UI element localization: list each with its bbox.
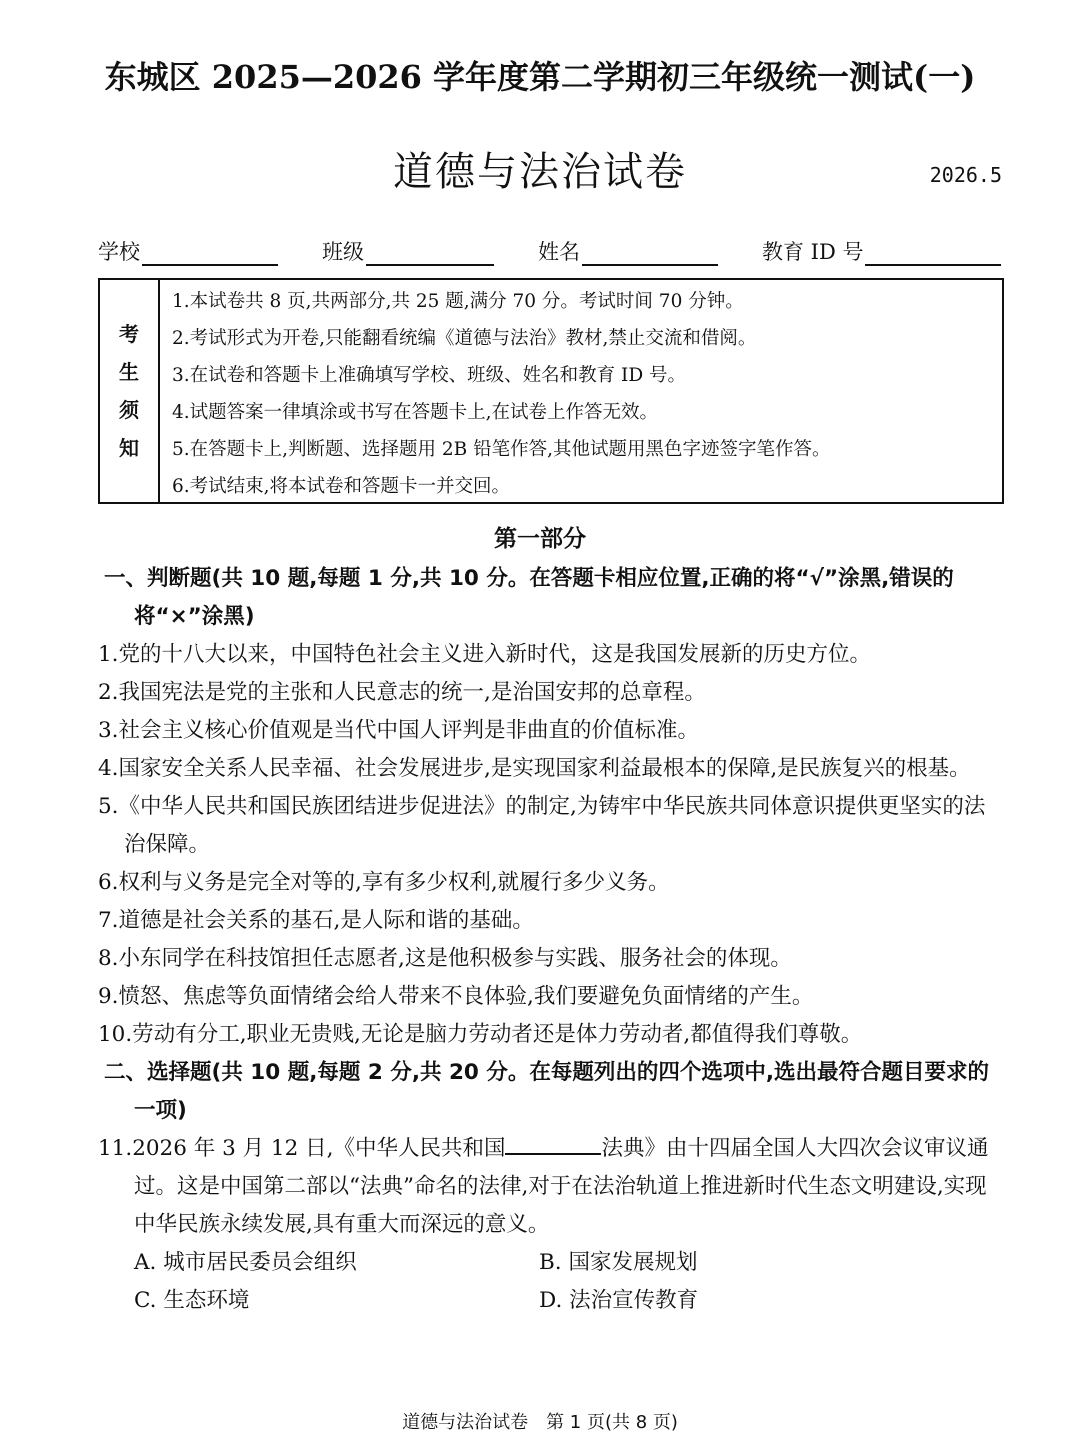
student-info-line [98, 236, 1004, 266]
subject-title: 道德与法治试卷 [393, 149, 687, 195]
judgement-question: 4.国家安全关系人民幸福、社会发展进步,是实现国家利益最根本的保障,是民族复兴的根基。 [98, 756, 971, 781]
section-two-title: 二、选择题(共 10 题,每题 2 分,共 20 分。在每题列出的四个选项中,选出最符合题目要求的一项) [104, 1060, 990, 1123]
section-one-title: 一、判断题(共 10 题,每题 1 分,共 10 分。在答题卡相应位置,正确的将“√”涂黑,错误的将“×”涂黑) [104, 566, 954, 629]
notice-item: 4.试题答案一律填涂或书写在答题卡上,在试卷上作答无效。 [172, 402, 659, 423]
notice-side-label [100, 280, 160, 502]
choice-question-11 [98, 1130, 1004, 1244]
q11-answer-blank [505, 1131, 601, 1155]
school-blank[interactable] [142, 240, 278, 266]
edu-id-label: 教育 ID 号 [762, 240, 864, 264]
judgement-question: 1.党的十八大以来，中国特色社会主义进入新时代，这是我国发展新的历史方位。 [98, 642, 872, 667]
judgement-question: 5.《中华人民共和国民族团结进步促进法》的制定,为铸牢中华民族共同体意识提供更坚实的法治保障。 [98, 794, 986, 857]
notice-item: 6.考试结束,将本试卷和答题卡一并交回。 [172, 476, 511, 497]
judgement-question: 9.愤怒、焦虑等负面情绪会给人带来不良体验,我们要避免负面情绪的产生。 [98, 984, 814, 1009]
school-label: 学校 [98, 240, 140, 264]
edu-id-blank[interactable] [865, 240, 1001, 266]
notice-side-char: 考 [119, 322, 139, 346]
exam-title: 东城区 2025—2026 学年度第二学期初三年级统一测试(一) [104, 58, 976, 96]
notice-side-char: 生 [119, 360, 139, 384]
notice-item: 3.在试卷和答题卡上准确填写学校、班级、姓名和教育 ID 号。 [172, 365, 687, 386]
name-blank[interactable] [582, 240, 718, 266]
judgement-question: 7.道德是社会关系的基石,是人际和谐的基础。 [98, 908, 534, 933]
judgement-question: 8.小东同学在科技馆担任志愿者,这是他积极参与实践、服务社会的体现。 [98, 946, 792, 971]
notice-side-char: 知 [119, 436, 139, 460]
edu-id-field [762, 236, 1001, 266]
notice-item: 2.考试形式为开卷,只能翻看统编《道德与法治》教材,禁止交流和借阅。 [172, 328, 757, 349]
judgement-question: 10.劳动有分工,职业无贵贱,无论是脑力劳动者还是体力劳动者,都值得我们尊敬。 [98, 1022, 863, 1047]
exam-date: 2026.5 [929, 163, 1002, 187]
class-blank[interactable] [366, 240, 494, 266]
questions-content [98, 560, 1004, 1320]
notice-side-char: 须 [119, 398, 139, 422]
notice-item: 5.在答题卡上,判断题、选择题用 2B 铅笔作答,其他试题用黑色字迹签字笔作答。 [172, 439, 831, 460]
class-label: 班级 [322, 240, 364, 264]
notice-list [160, 280, 1002, 502]
name-label: 姓名 [538, 240, 580, 264]
q11-option-c: C. 生态环境 [134, 1288, 250, 1313]
page-footer: 道德与法治试卷 第 1 页(共 8 页) [402, 1412, 678, 1433]
notice-item: 1.本试卷共 8 页,共两部分,共 25 题,满分 70 分。考试时间 70 分钟。 [172, 291, 744, 312]
q11-stem-end: 法典》由十四届全国人大四次会议审议通过。这是中国第二部以“法典”命名的法律,对于在法治轨道上推进新时代生态文明建设,实现中华民族永续发展,具有重大而深远的意义。 [134, 1136, 989, 1237]
judgement-question: 2.我国宪法是党的主张和人民意志的统一,是治国安邦的总章程。 [98, 680, 706, 705]
judgement-question: 3.社会主义核心价值观是当代中国人评判是非曲直的价值标准。 [98, 718, 700, 743]
q11-options [98, 1244, 1004, 1320]
q11-option-a: A. 城市居民委员会组织 [134, 1250, 357, 1275]
part-one-heading: 第一部分 [494, 526, 586, 552]
school-field [98, 236, 278, 266]
notice-box [98, 278, 1004, 504]
judgement-question: 6.权利与义务是完全对等的,享有多少权利,就履行多少义务。 [98, 870, 670, 895]
name-field [538, 236, 718, 266]
q11-option-b: B. 国家发展规划 [539, 1250, 698, 1275]
q11-stem-start: 11.2026 年 3 月 12 日,《中华人民共和国 [98, 1136, 506, 1161]
class-field [322, 236, 494, 266]
q11-option-d: D. 法治宣传教育 [539, 1288, 699, 1313]
